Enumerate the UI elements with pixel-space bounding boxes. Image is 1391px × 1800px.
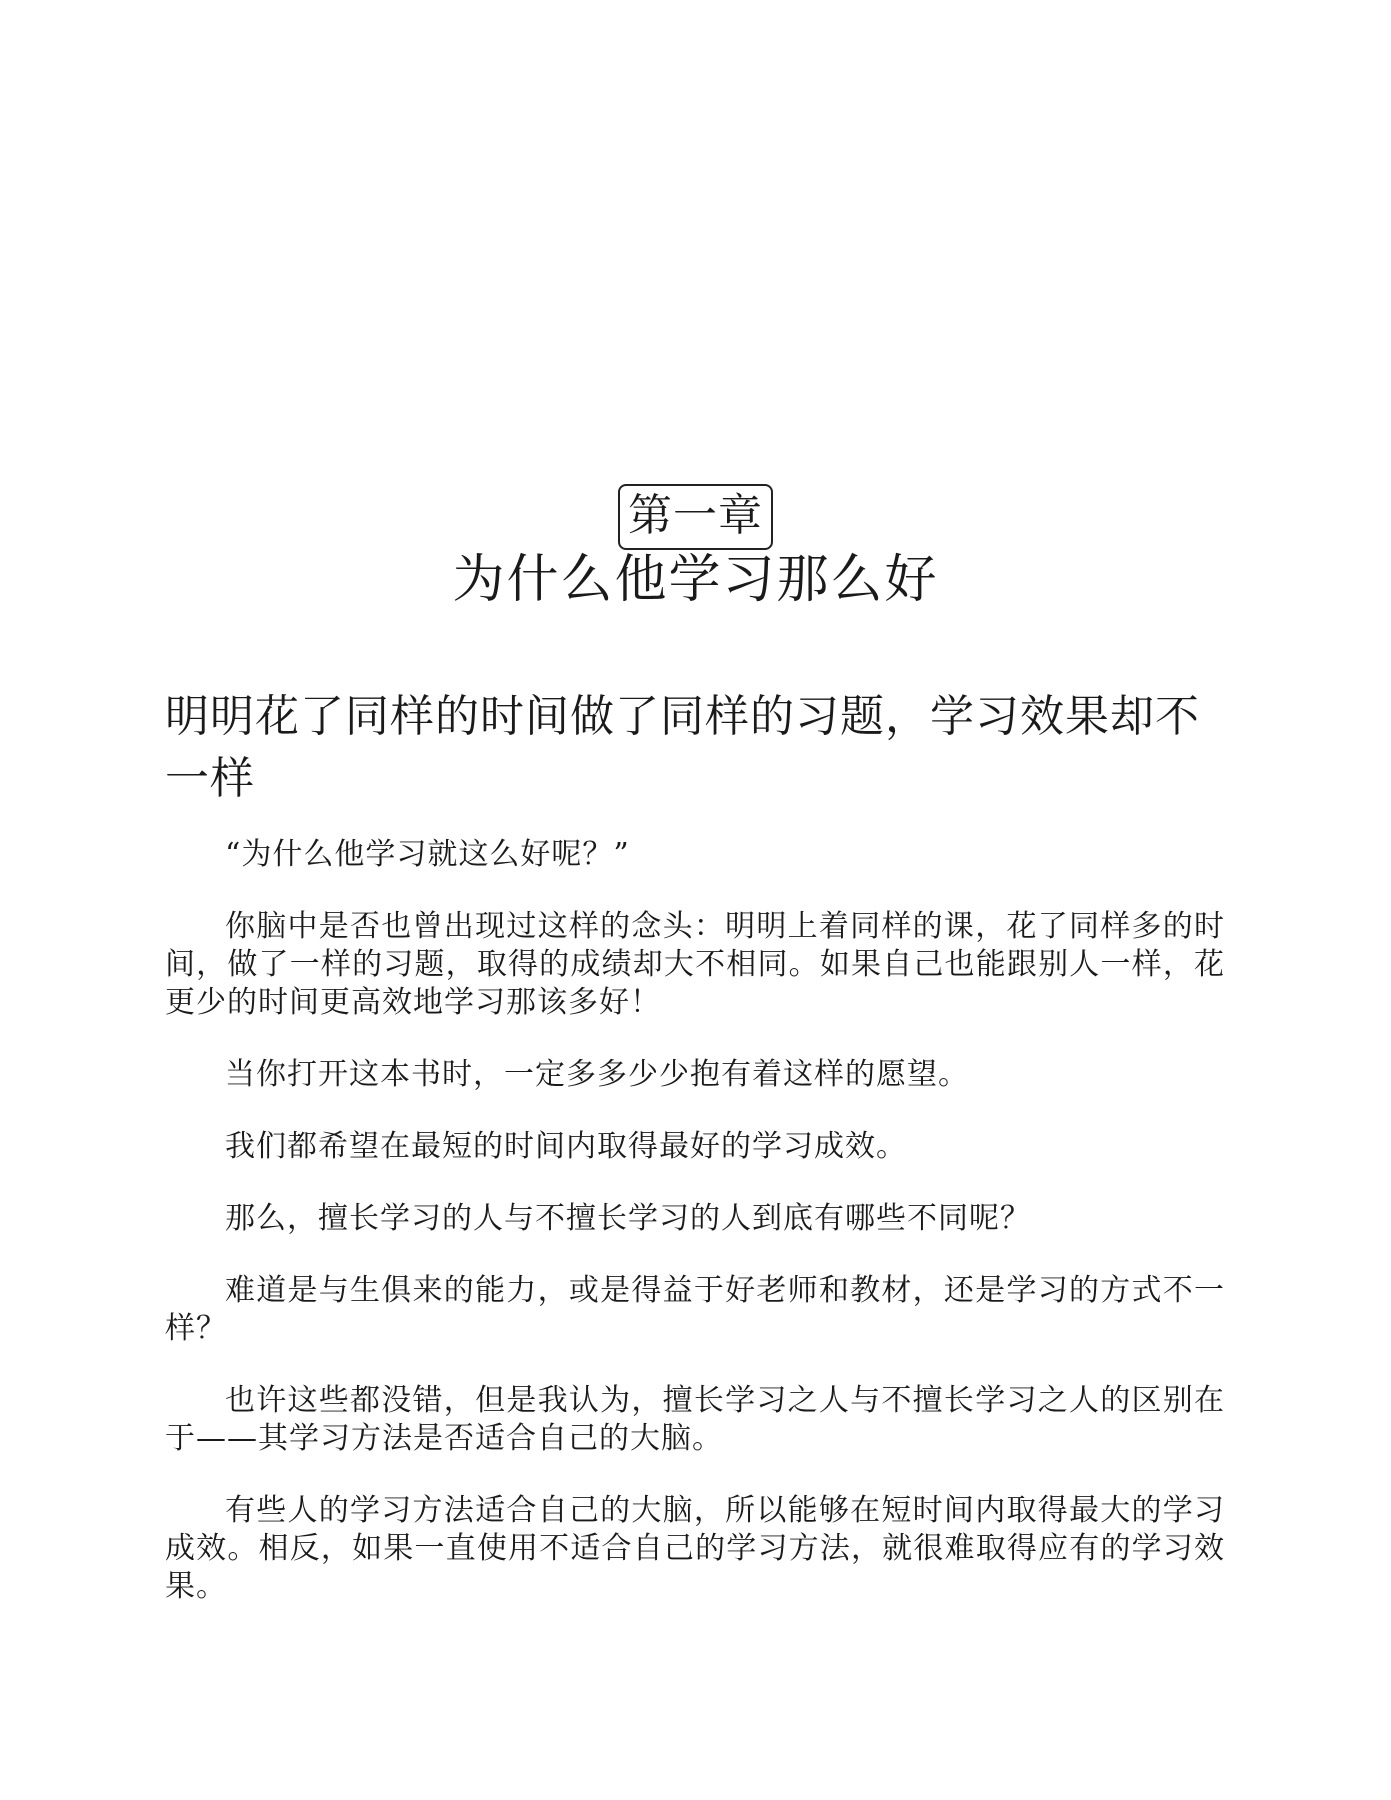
paragraph: 难道是与生俱来的能力，或是得益于好老师和教材，还是学习的方式不一样？ — [165, 1273, 1225, 1346]
chapter-label: 第一章 — [618, 484, 773, 550]
section-heading: 明明花了同样的时间做了同样的习题，学习效果却不一样 — [165, 691, 1200, 804]
chapter-title: 为什么他学习那么好 — [452, 550, 939, 610]
chapter-label-wrapper — [0, 484, 1391, 550]
body-text — [165, 836, 1225, 1640]
paragraph: 你脑中是否也曾出现过这样的念头：明明上着同样的课，花了同样多的时间，做了一样的习题，取得的成绩却大不相同。如果自己也能跟别人一样，花更少的时间更高效地学习那该多好！ — [165, 909, 1225, 1020]
paragraph: 当你打开这本书时，一定多多少少抱有着这样的愿望。 — [225, 1057, 969, 1092]
paragraph: 那么，擅长学习的人与不擅长学习的人到底有哪些不同呢？ — [225, 1201, 1031, 1236]
paragraph: 我们都希望在最短的时间内取得最好的学习成效。 — [225, 1129, 907, 1164]
paragraph: “为什么他学习就这么好呢？” — [225, 837, 630, 872]
paragraph: 有些人的学习方法适合自己的大脑，所以能够在短时间内取得最大的学习成效。相反，如果一直使用不适合自己的学习方法，就很难取得应有的学习效果。 — [165, 1493, 1225, 1604]
paragraph: 也许这些都没错，但是我认为，擅长学习之人与不擅长学习之人的区别在于——其学习方法是否适合自己的大脑。 — [165, 1383, 1225, 1456]
